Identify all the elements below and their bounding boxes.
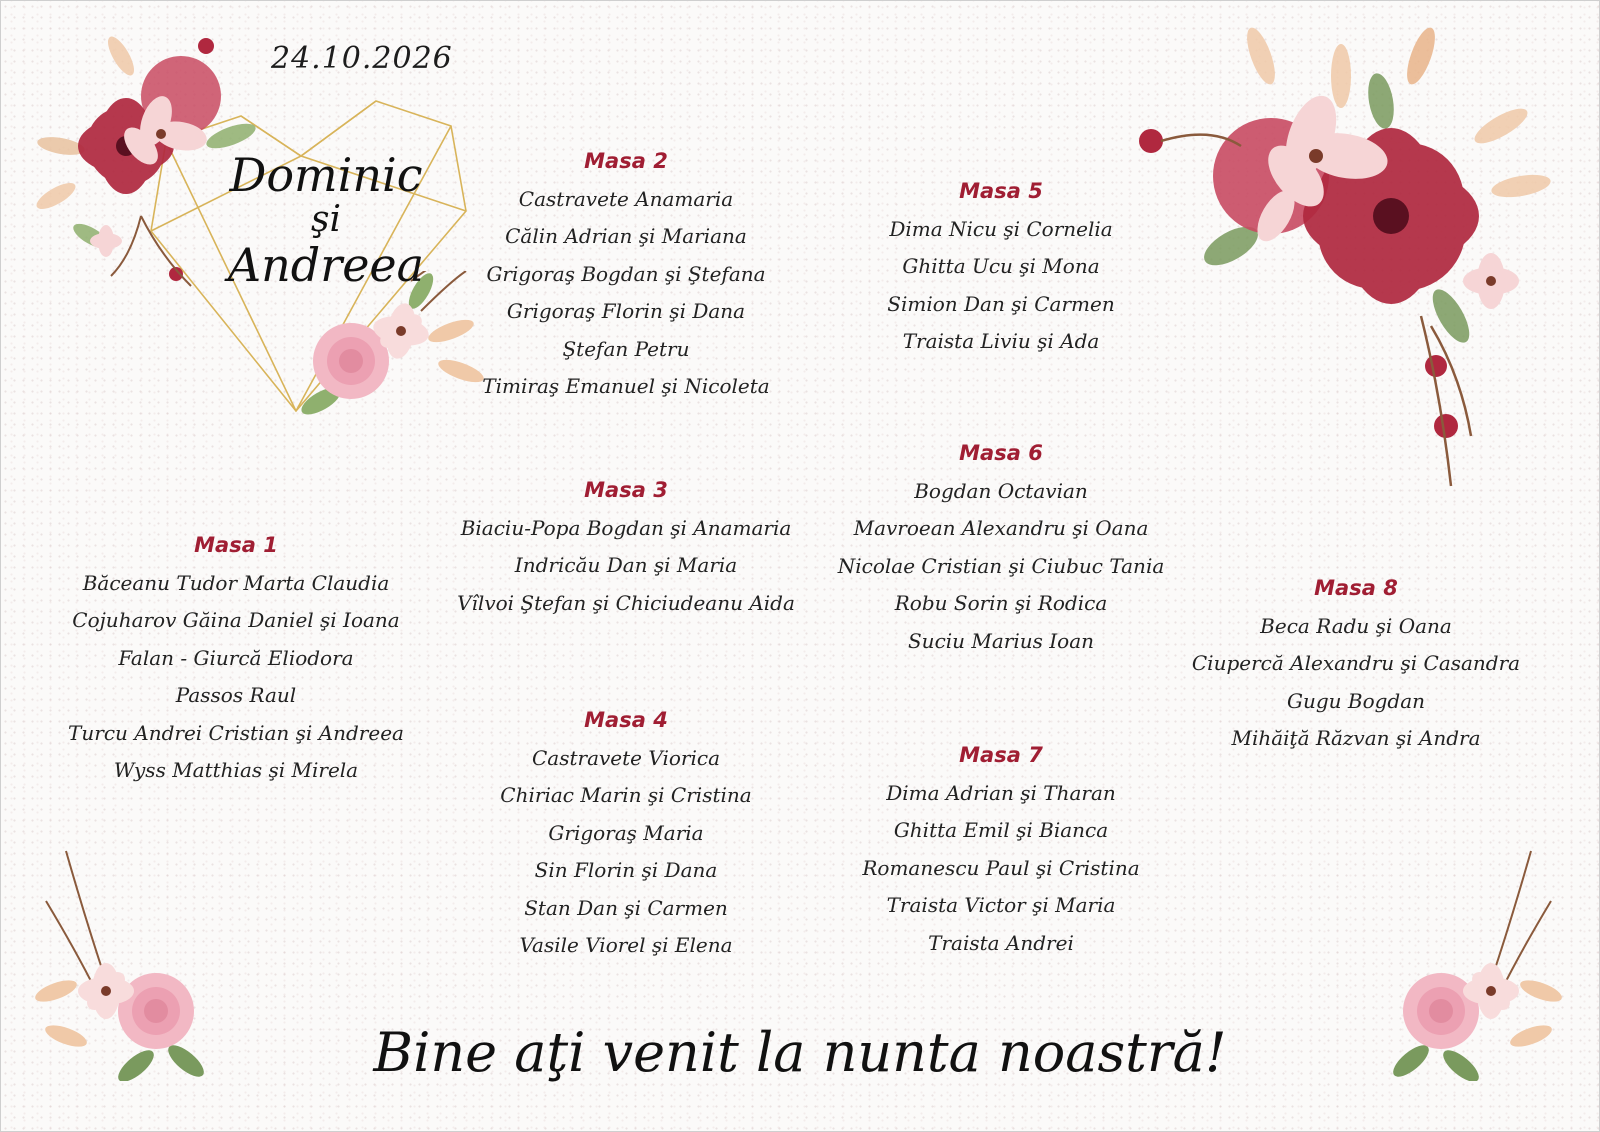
guest-name: Ghitta Ucu şi Mona (902, 254, 1100, 279)
guest-name: Biaciu-Popa Bogdan şi Anamaria (460, 516, 792, 540)
guest-name: Turcu Andrei Cristian şi Andreea (68, 720, 404, 745)
table-title: Masa 3 (584, 478, 668, 502)
guest-name: Castravete Viorica (532, 746, 720, 770)
guest-name: Traista Liviu şi Ada (902, 329, 1100, 354)
guest-name: Călin Adrian şi Mariana (505, 224, 747, 249)
guest-name: Gugu Bogdan (1286, 688, 1426, 713)
guest-name: Bogdan Octavian (914, 479, 1088, 503)
table-group-masa-4 (441, 706, 811, 964)
guest-list (441, 740, 811, 964)
table-title: Masa 5 (959, 179, 1043, 203)
guest-name: Wyss Matthias şi Mirela (113, 758, 359, 783)
table-group-masa-3 (441, 476, 811, 622)
guest-name: Stan Dan şi Carmen (524, 895, 728, 920)
guest-name: Ciupercă Alexandru şi Casandra (1191, 651, 1521, 676)
table-title: Masa 1 (194, 533, 278, 557)
guest-name: Dima Adrian şi Tharan (886, 781, 1116, 805)
guest-name: Suciu Marius Ioan (907, 628, 1095, 653)
guest-name: Robu Sorin şi Rodica (894, 591, 1108, 616)
guest-name: Indricău Dan şi Maria (514, 553, 738, 578)
guest-list (441, 510, 811, 622)
guest-name: Mavroean Alexandru şi Oana (853, 516, 1149, 541)
guest-list (821, 775, 1181, 962)
guest-name: Traista Andrei (928, 930, 1074, 955)
guest-name: Dima Nicu şi Cornelia (889, 217, 1113, 241)
flower-bouquet-top-right-icon (1121, 16, 1561, 496)
couple-name-2: Andreea (227, 238, 425, 292)
guest-list (51, 565, 421, 789)
wedding-date: 24.10.2026 (271, 41, 453, 76)
guest-name: Grigoraş Maria (548, 820, 704, 845)
table-group-masa-5 (821, 177, 1181, 361)
guest-list (821, 473, 1181, 660)
table-title: Masa 4 (584, 708, 668, 732)
table-group-masa-2 (441, 147, 811, 405)
couple-name-1: Dominic (229, 148, 423, 202)
welcome-message: Bine aţi venit la nunta noastră! (373, 1021, 1227, 1084)
table-title: Masa 7 (959, 743, 1043, 767)
guest-list (821, 211, 1181, 361)
table-title: Masa 2 (584, 149, 668, 173)
guest-name: Timiraş Emanuel şi Nicoleta (482, 374, 770, 399)
table-group-masa-7 (821, 741, 1181, 962)
guest-name: Simion Dan şi Carmen (887, 291, 1115, 316)
guest-name: Grigoraş Bogdan şi Ştefana (486, 261, 766, 286)
guest-name: Vasile Viorel şi Elena (519, 933, 733, 958)
guest-name: Castravete Anamaria (518, 187, 734, 211)
table-group-masa-8 (1176, 574, 1536, 758)
table-title: Masa 8 (1314, 576, 1398, 600)
guest-name: Nicolae Cristian şi Ciubuc Tania (837, 553, 1165, 578)
guest-list (1176, 608, 1536, 758)
couple-conjunction: şi (311, 199, 341, 240)
guest-name: Grigoraş Florin şi Dana (506, 299, 746, 324)
guest-name: Romanescu Paul şi Cristina (862, 855, 1140, 880)
guest-name: Băceanu Tudor Marta Claudia (82, 571, 390, 595)
guest-name: Chiriac Marin şi Cristina (500, 783, 752, 808)
guest-list (441, 181, 811, 405)
guest-name: Ghitta Emil şi Bianca (893, 818, 1109, 843)
guest-name: Passos Raul (175, 683, 297, 708)
couple-names (201, 149, 451, 291)
guest-name: Falan - Giurcă Eliodora (118, 645, 354, 670)
guest-name: Mihăiţă Răzvan şi Andra (1231, 726, 1481, 751)
table-title: Masa 6 (959, 441, 1043, 465)
guest-name: Beca Radu şi Oana (1260, 614, 1452, 638)
guest-name: Traista Victor şi Maria (886, 893, 1116, 918)
guest-name: Vîlvoi Ştefan şi Chiciudeanu Aida (457, 590, 795, 615)
table-group-masa-6 (821, 439, 1181, 660)
guest-name: Ştefan Petru (562, 336, 690, 361)
guest-name: Cojuharov Găina Daniel şi Ioana (72, 608, 400, 633)
guest-name: Sin Florin şi Dana (534, 858, 718, 883)
table-group-masa-1 (51, 531, 421, 789)
